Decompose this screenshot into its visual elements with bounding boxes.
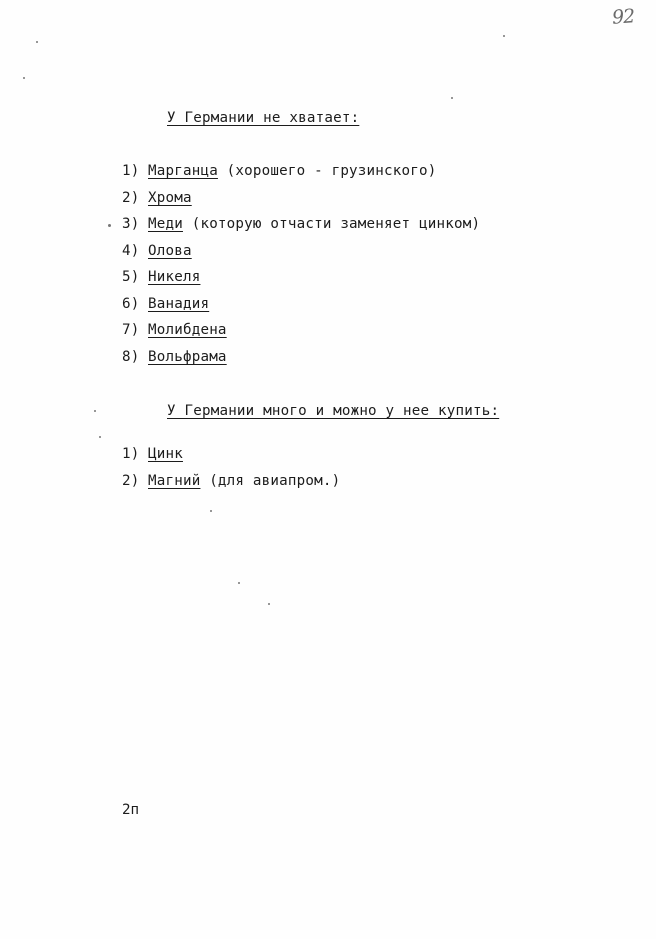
item-note: (которую отчасти заменяет цинком) <box>182 216 481 232</box>
shortage-heading <box>167 108 359 128</box>
paper-speck <box>503 35 505 37</box>
item-name: Марганца <box>148 163 218 179</box>
surplus-heading <box>167 401 499 421</box>
item-number: 5) <box>122 269 140 285</box>
paper-speck <box>451 97 453 99</box>
item-name: Никеля <box>148 269 201 285</box>
item-name: Цинк <box>148 446 183 462</box>
item-number: 7) <box>122 322 140 338</box>
item-name: Ванадия <box>148 295 210 312</box>
list-item <box>122 444 340 471</box>
list-item <box>122 320 480 347</box>
item-number: 2) <box>122 189 140 206</box>
paper-speck <box>238 582 240 584</box>
item-number: 8) <box>122 348 140 365</box>
surplus-heading-text: У Германии много и можно у нее купить: <box>167 403 500 419</box>
page-code: 2п <box>122 802 140 818</box>
paper-speck <box>23 77 25 79</box>
item-note: (хорошего - грузинского) <box>217 163 437 179</box>
item-name: Хрома <box>148 189 192 206</box>
item-note: (для авиапром.) <box>200 472 341 489</box>
list-item <box>122 188 480 215</box>
list-item <box>122 347 480 374</box>
item-number: 2) <box>122 472 140 489</box>
list-item <box>122 471 340 498</box>
item-name: Олова <box>148 242 192 259</box>
shortage-heading-text: У Германии не хватает: <box>167 110 360 126</box>
paper-speck <box>210 510 212 512</box>
item-number: 1) <box>122 163 140 179</box>
item-number: 1) <box>122 446 140 462</box>
paper-speck <box>36 41 38 43</box>
archive-page-number: 92 <box>611 5 635 29</box>
paper-speck <box>268 603 270 605</box>
paper-speck <box>99 436 101 438</box>
shortage-list <box>122 161 480 373</box>
list-item <box>122 214 480 241</box>
surplus-list <box>122 444 340 497</box>
item-number: 3) <box>122 216 140 232</box>
list-item <box>122 241 480 268</box>
list-item <box>122 161 480 188</box>
paper-speck <box>94 410 96 412</box>
item-name: Молибдена <box>148 322 227 338</box>
item-name: Вольфрама <box>148 348 227 365</box>
paper-speck <box>108 224 111 227</box>
item-number: 4) <box>122 242 140 259</box>
item-name: Меди <box>148 216 183 232</box>
list-item <box>122 294 480 321</box>
item-name: Магний <box>148 472 201 489</box>
item-number: 6) <box>122 295 140 312</box>
list-item <box>122 267 480 294</box>
